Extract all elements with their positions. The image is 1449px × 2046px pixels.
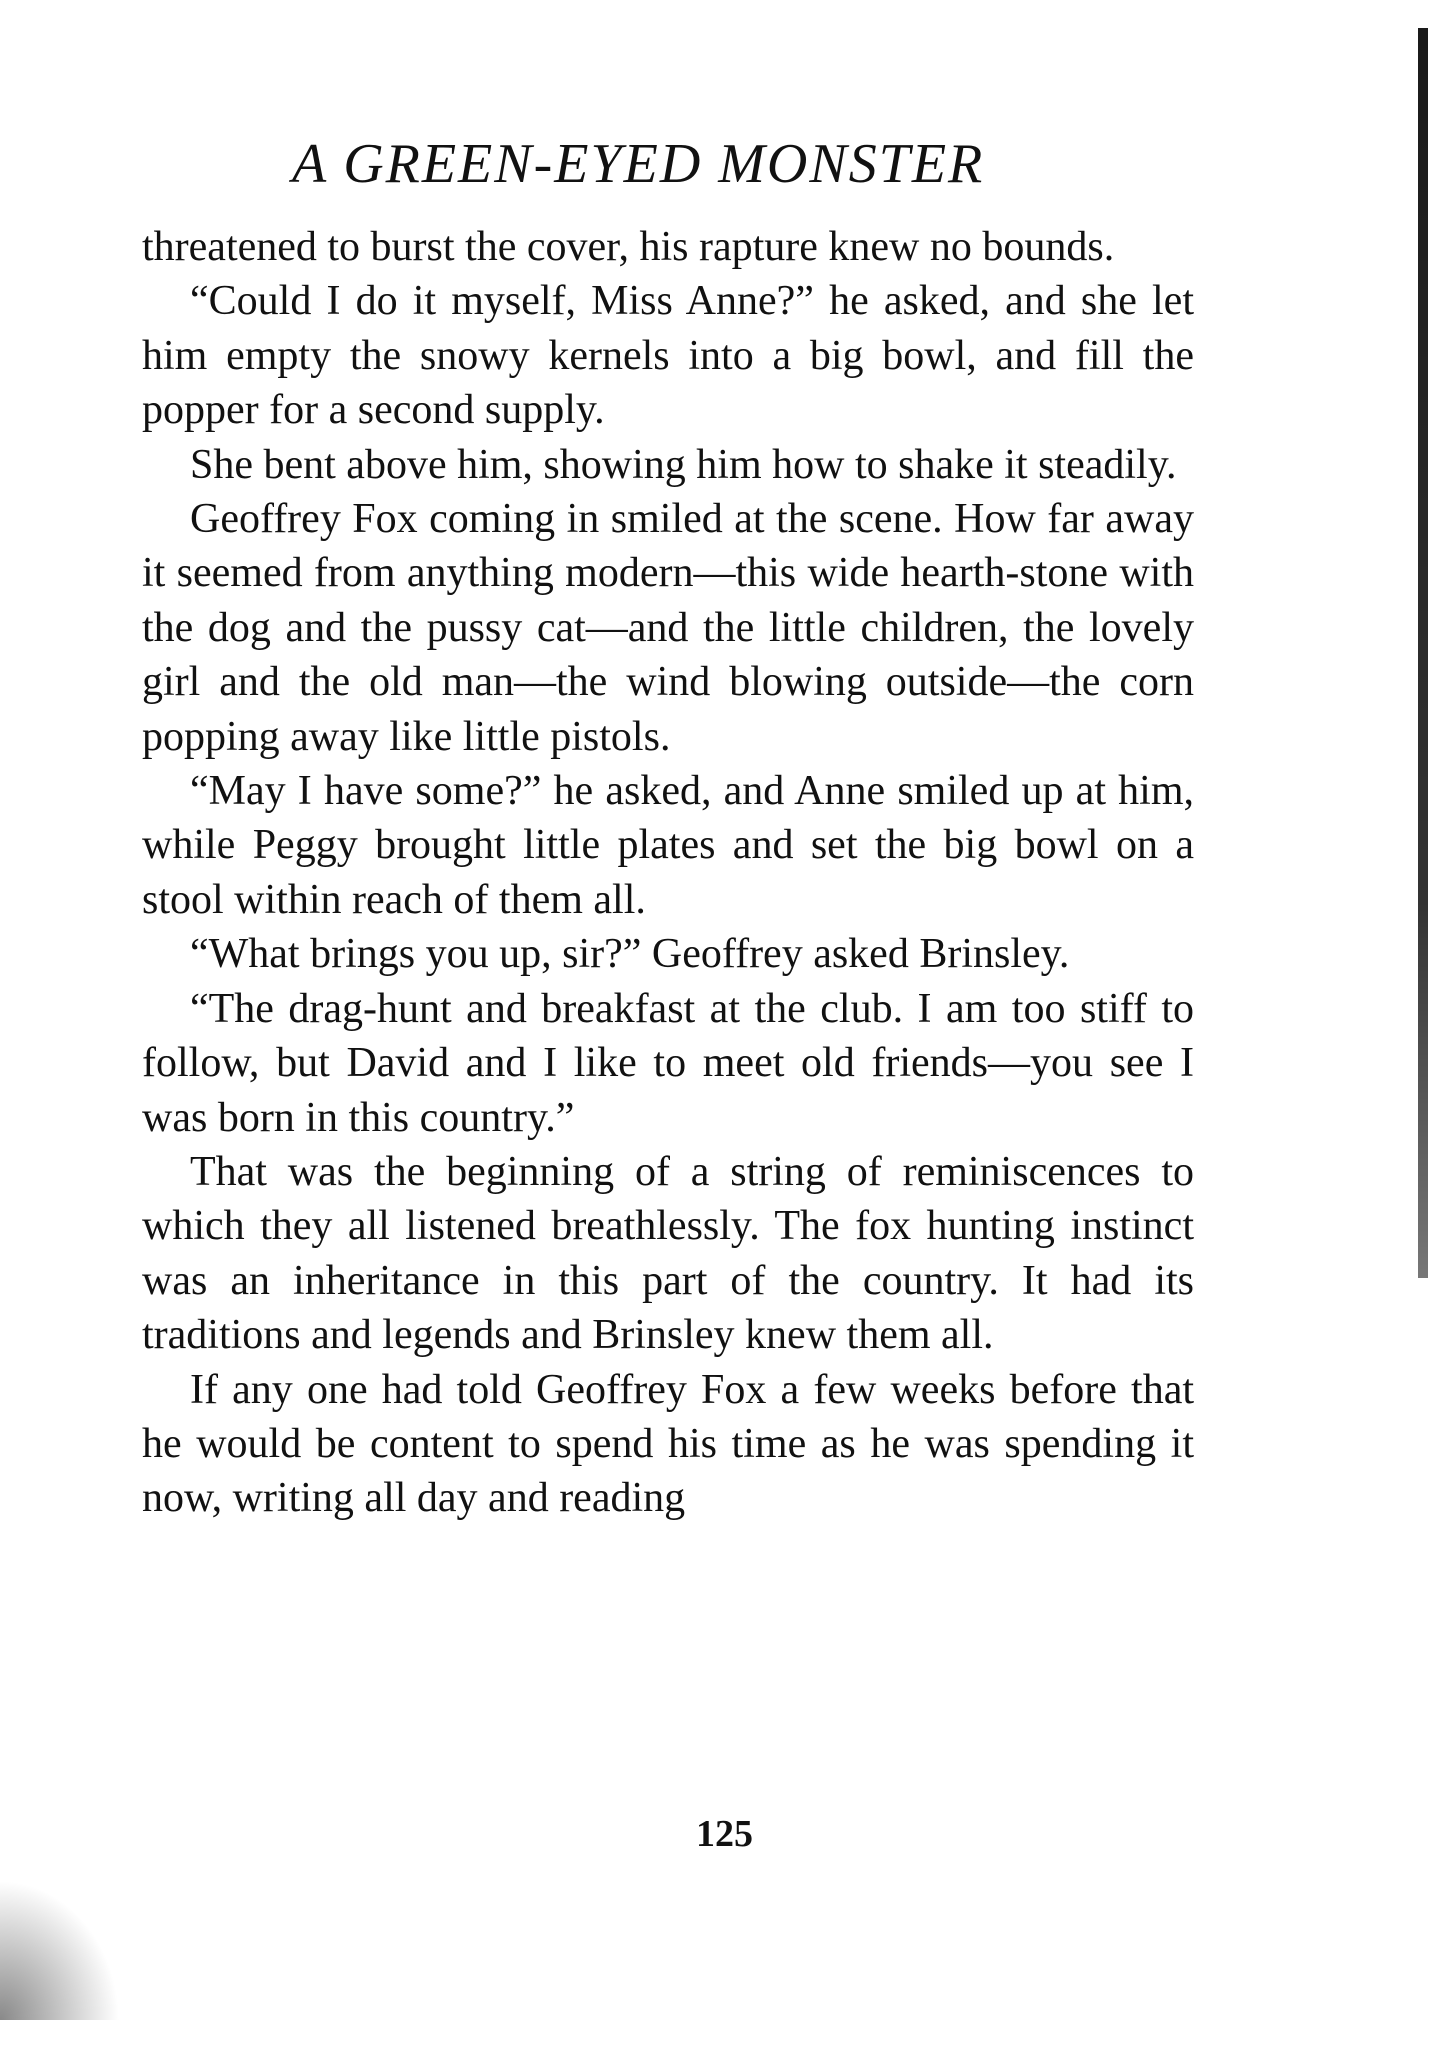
paragraph: That was the beginning of a string of reminiscences to which they all listened breathlessly. The fox hunting instinct was an inheritance in this part of the country. It had its traditions and legends and Brinsley knew them all. (142, 1148, 1194, 1359)
paragraph: “The drag-hunt and breakfast at the club. I am too stiff to follow, but David and I like to meet old friends—you see I was born in this country.” (142, 985, 1194, 1141)
paragraph: “What brings you up, sir?” Geoffrey asked Brinsley. (190, 931, 1070, 978)
page-edge-shadow (1418, 28, 1428, 1278)
paragraph: She bent above him, showing him how to shake it steadily. (190, 441, 1177, 488)
paragraph: threatened to burst the cover, his rapture knew no bounds. (142, 224, 1115, 270)
paragraph: “May I have some?” he asked, and Anne smiled up at him, while Peggy brought little plates and set the big bowl on a stool within reach of them all. (142, 768, 1194, 923)
body-text (142, 220, 1194, 1526)
paragraph: Geoffrey Fox coming in smiled at the scene. How far away it seemed from anything modern—this wide hearth-stone with the dog and the pussy cat—and the little children, the lovely girl and the old man—the wind blowing outside—the corn popping away like little pistols. (142, 496, 1194, 760)
paragraph: “Could I do it myself, Miss Anne?” he asked, and she let him empty the snowy kernels into a big bowl, and fill the popper for a second supply. (142, 278, 1194, 434)
running-head: A GREEN-EYED MONSTER (292, 133, 985, 195)
paragraph: If any one had told Geoffrey Fox a few weeks before that he would be content to spend his time as he was spending it now, writing all day and reading (142, 1366, 1194, 1522)
page-number: 125 (696, 1813, 753, 1855)
scan-smudge (0, 1880, 120, 2020)
